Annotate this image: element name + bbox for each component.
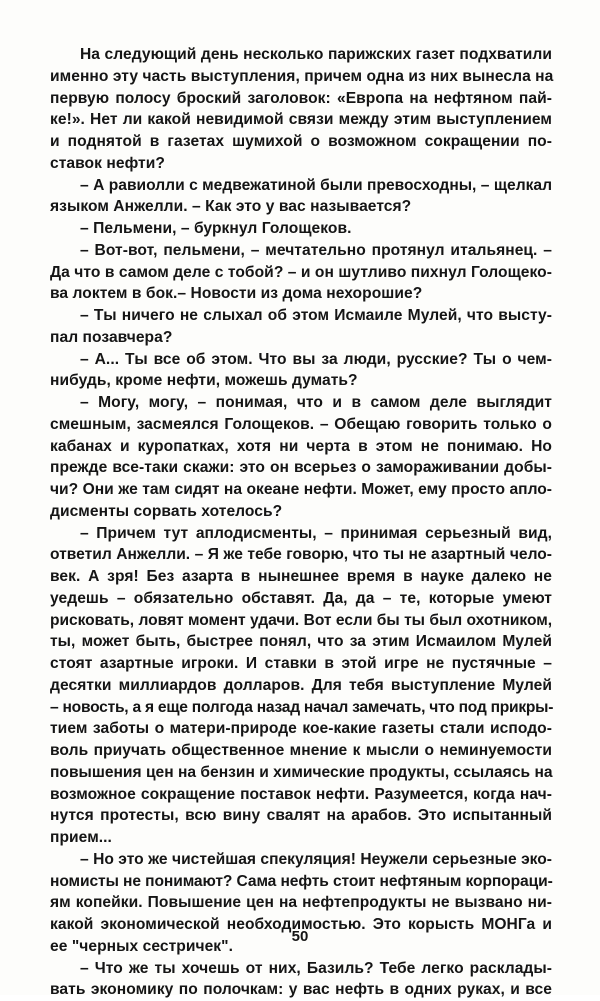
text-line: – Что же ты хочешь от них, Базиль? Тебе легко расклады- [80,959,552,977]
text-line: десятки миллиардов долларов. Для тебя выступление Мулей [50,676,552,694]
text-line: какой экономической необходимостью. Это корысть МОНГа и [50,916,552,933]
text-line: кабанах и куропатках, хотя ни черта в этом не понимаю. Но [50,437,552,455]
text-line: номисты не понимают? Сама нефть стоит нефтяным корпораци- [50,872,553,890]
text-line: и поднятой в газетах шумихой о возможном сокращении по- [50,133,552,150]
text-line: век. А зря! Без азарта в нынешнее время в науке далеко не [50,568,552,585]
text-line: – А... Ты все об этом. Что вы за люди, русские? Ты о чем- [80,350,552,368]
text-line: чи? Они же там сидят на океане нефти. Может, ему просто апло- [50,481,552,498]
text-line: – новость, а я еще полгода назад начал замечать, что под прикры- [50,698,554,716]
text-line: На следующий день несколько парижских газет подхватили [80,46,552,63]
text-line: языком Анжелли. – Как это у вас называется? [50,198,412,216]
text-line: дисменты сорвать хотелось? [50,502,283,520]
text-line: ям копейки. Повышение цен на нефтепродукты не вызвано ни- [50,894,552,912]
text-line: стоят азартные игроки. И ставки в этой игре не пустячные – [50,655,552,672]
text-line: ва локтем в бок.– Новости из дома нехорошие? [50,285,423,303]
text-line: – Вот-вот, пельмени, – мечтательно протянул итальянец. – [80,241,552,259]
text-line: повышения цен на бензин и химические продукты, ссылаясь на [50,763,553,781]
text-line: ее "черных сестричек". [50,937,233,955]
text-line: прием... [50,829,112,846]
text-line: – Пельмени, – буркнул Голощеков. [80,220,352,237]
text-line: именно эту часть выступления, причем одна из них вынесла на [50,67,554,85]
text-line: ответил Анжелли. – Я же тебе говорю, что ты не азартный чело- [50,546,552,564]
text-line: тием заботы о матери-природе кое-какие газеты стали исподо- [50,720,552,738]
text-line: рисковать, ловят момент удачи. Вот если бы ты был охотником, [50,611,552,629]
text-line: смешным, засмеялся Голощеков. – Обещаю говорить только о [50,415,552,433]
page-number: 50 [291,928,309,945]
text-line: вать экономику по полочкам: у вас нефть в одних руках, и все [50,981,552,999]
text-line: – Но это же чистейшая спекуляция! Неужели серьезные эко- [80,850,552,868]
text-line: нибудь, кроме нефти, можешь думать? [50,372,358,390]
text-line: Да что в самом деле с тобой? – и он шутливо пихнул Голощеко- [50,263,552,281]
page-body-text [50,44,552,1001]
text-line: воль приучать общественное мнение к мысли о неминуемости [50,742,552,759]
text-line: ке!». Нет ли какой невидимой связи между этим выступлением [50,111,552,129]
text-line: пал позавчера? [50,328,173,346]
text-line: прежде все-таки скажи: это он всерьез о замораживании добы- [50,459,552,477]
text-line: ты, может быть, быстрее понял, что за этим Исмаилом Мулей [50,633,552,651]
text-line: – Могу, могу, – понимая, что и в самом деле выглядит [80,394,552,411]
text-line: уедешь – обязательно обставят. Да, да – те, которые умеют [50,589,552,607]
text-line: нутся протесты, всю вину свалят на арабов. Это испытанный [50,807,552,825]
text-line: первую полосу броский заголовок: «Европа на нефтяном пай- [50,89,552,107]
text-line: – А равиолли с медвежатиной были превосходны, – щелкал [80,176,552,194]
text-line: возможное сокращение поставок нефти. Разумеется, когда нач- [50,785,552,803]
text-line: – Ты ничего не слыхал об этом Исмаиле Мулей, что высту- [80,307,552,324]
text-line: – Причем тут аплодисменты, – принимая серьезный вид, [80,524,552,542]
text-line: ставок нефти? [50,154,165,172]
